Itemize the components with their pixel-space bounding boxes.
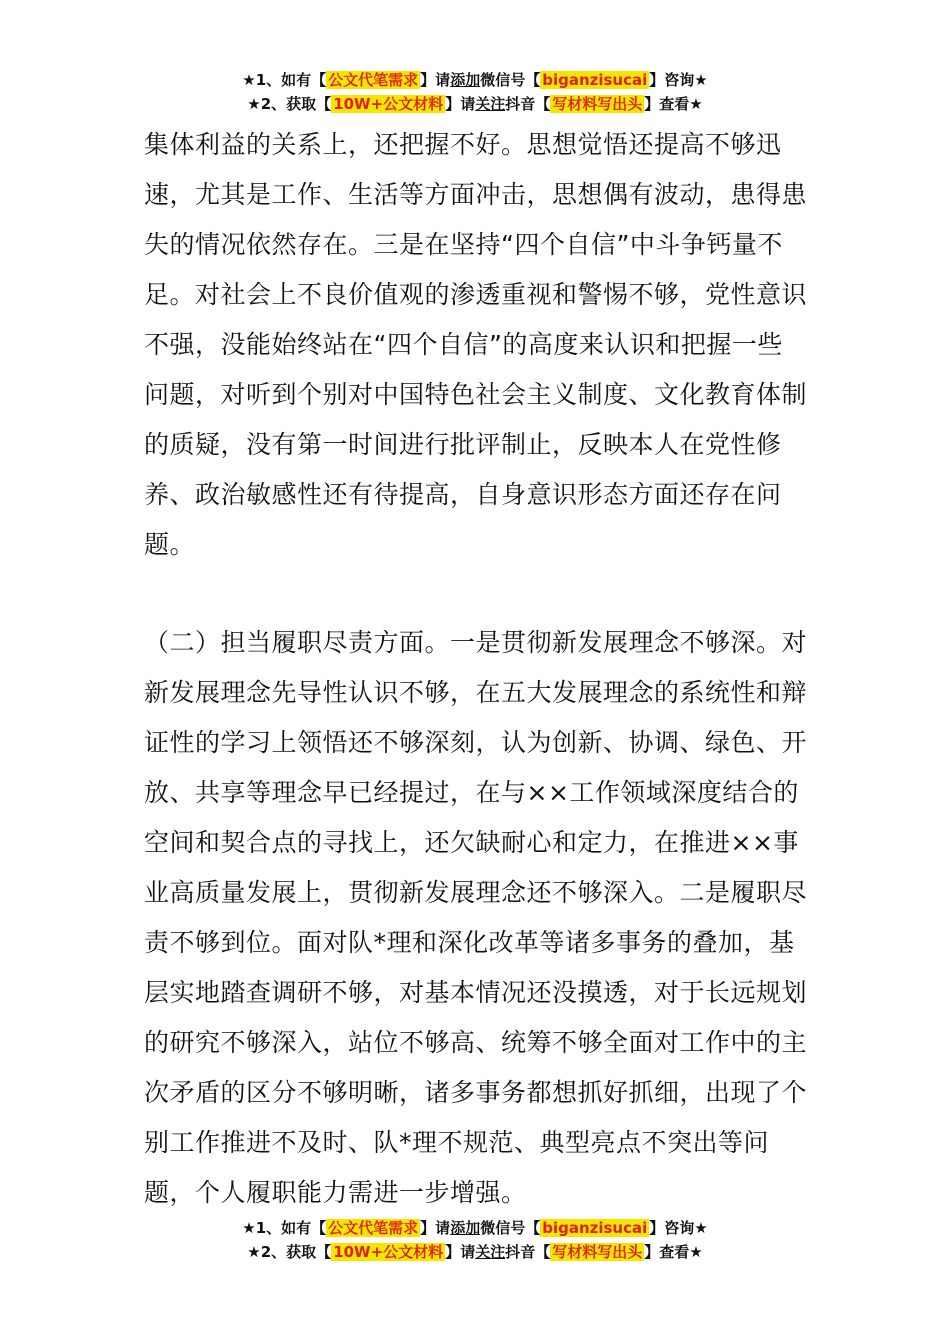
banner-text: 】查看★ [644,95,703,113]
banner-text: 抖音【 [505,95,551,113]
paragraph-text: （二）担当履职尽责方面。一是贯彻新发展理念不够深。对新发展理念先导性认识不够，在五大发展理念的系统性和辩证性的学习上领悟还不够深刻，认为创新、协调、绿色、开放、共享等理念早已经提过，在与××工作领域深度结合的空间和契合点的寻找上，还欠缺耐心和定力，在推进××事业高质量发展上，贯彻新发展理念还不够深入。二是履职尽责不够到位。面对队*理和深化改革等诸多事务的叠加，基层实地踏查调研不够，对基本情况还没摸透，对于长远规划的研究不够深入，站位不够高、统筹不够全面对工作中的主次矛盾的区分不够明晰，诸多事务都想抓好抓细，出现了个别工作推进不及时、队*理不规范、典型亮点不突出等问题，个人履职能力需进一步增强。 [144,628,808,1207]
body-paragraph-2 [144,618,808,1218]
banner-emphasis: 关注 [475,95,506,113]
banner-text: 】请 [445,95,476,113]
banner-highlight: 写材料写出头 [552,95,643,113]
banner-line-2 [0,1240,950,1264]
top-banner [0,68,950,116]
banner-text: ★1、如有【 [242,1219,327,1237]
banner-emphasis: 关注 [475,1243,506,1261]
banner-text: 微信号【 [480,1219,541,1237]
banner-text: ★2、获取【 [247,95,332,113]
banner-line-1 [0,68,950,92]
body-paragraph-1 [144,120,808,570]
banner-highlight: 10W+公文材料 [333,1243,444,1261]
banner-highlight: 公文代笔需求 [328,1219,419,1237]
banner-text: 】查看★ [644,1243,703,1261]
banner-highlight: biganzisucai [542,1219,648,1237]
banner-text: ★1、如有【 [242,71,327,89]
banner-text: 】请 [445,1243,476,1261]
banner-emphasis: 添加 [450,1219,481,1237]
banner-text: 】咨询★ [649,1219,708,1237]
banner-text: ★2、获取【 [247,1243,332,1261]
banner-line-2 [0,92,950,116]
banner-text: 抖音【 [505,1243,551,1261]
banner-highlight: biganzisucai [542,71,648,89]
banner-highlight: 10W+公文材料 [333,95,444,113]
banner-emphasis: 添加 [450,71,481,89]
banner-text: 】咨询★ [649,71,708,89]
banner-text: 】请 [420,1219,451,1237]
banner-highlight: 写材料写出头 [552,1243,643,1261]
banner-line-1 [0,1216,950,1240]
paragraph-text: 集体利益的关系上，还把握不好。思想觉悟还提高不够迅速，尤其是工作、生活等方面冲击，思想偶有波动，患得患失的情况依然存在。三是在坚持“四个自信”中斗争钙量不足。对社会上不良价值观的渗透重视和警惕不够，党性意识不强，没能始终站在“四个自信”的高度来认识和把握一些问题，对听到个别对中国特色社会主义制度、文化教育体制的质疑，没有第一时间进行批评制止，反映本人在党性修养、政治敏感性还有待提高，自身意识形态方面还存在问题。 [144,130,808,559]
banner-text: 】请 [420,71,451,89]
bottom-banner [0,1216,950,1264]
banner-text: 微信号【 [480,71,541,89]
banner-highlight: 公文代笔需求 [328,71,419,89]
